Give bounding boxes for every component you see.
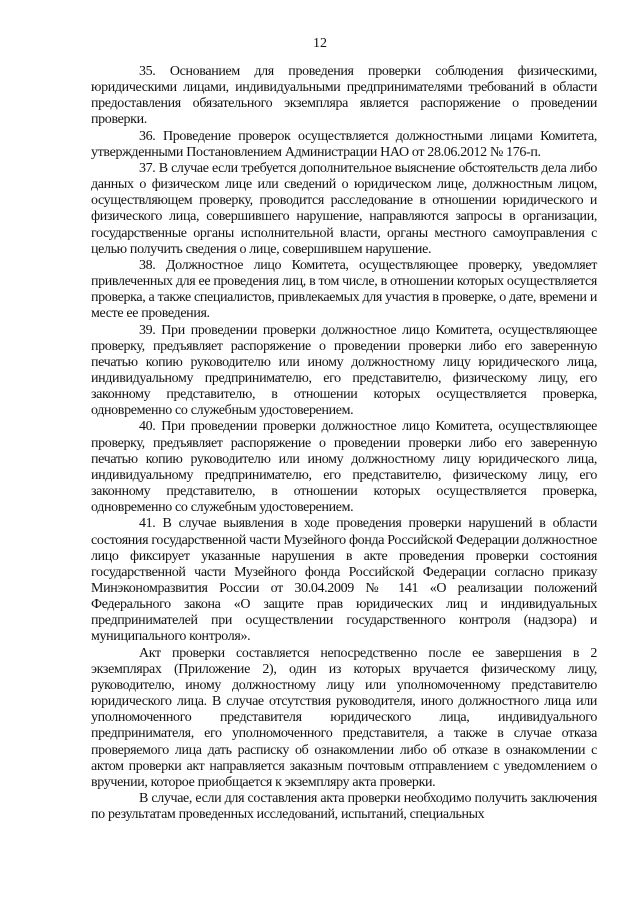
paragraph-40: 40. При проведении проверки должностное лицо Комитета, осуществляющее проверку, предъявляет распоряжение о проведении проверки либо его заверенную печатью копию руководителю или иному должностному лицу юридического лица, индивидуальному предпринимателю, его представителю, физическому лицу, его законному представителю, в отношении которых осуществляется проверка, одновременно со служебным удостоверением. xyxy=(91,419,597,516)
paragraph-38: 38. Должностное лицо Комитета, осуществляющее проверку, уведомляет привлеченных для ее проведения лиц, в том числе, в отношении которых осуществляется проверка, а также специалистов, привлекаемых для участия в проверке, о дате, времени и месте ее проведения. xyxy=(91,257,598,322)
paragraph-39: 39. При проведении проверки должностное лицо Комитета, осуществляющее проверку, предъявляет распоряжение о проведении проверки либо его заверенную печатью копию руководителю или иному должностному лицу юридического лица, индивидуальному предпринимателю, его представителю, физическому лицу, его законному представителю, в отношении которых осуществляется проверка, одновременно со служебным удостоверением. xyxy=(91,322,597,419)
paragraph-36: 36. Проведение проверок осуществляется должностными лицами Комитета, утвержденными Постановлением Администрации НАО от 28.06.2012 № 176-п. xyxy=(91,128,597,160)
paragraph-expert-conclusions: В случае, если для составления акта проверки необходимо получить заключения по результатам проведенных исследований, испытаний, специальных xyxy=(91,791,597,823)
paragraph-41: 41. В случае выявления в ходе проведения проверки нарушений в области состояния государственной части Музейного фонда Российской Федерации должностное лицо фиксирует указанные нарушения в акте проведения проверки состояния государственной части Музейного фонда Российской Федерации согласно приказу Минэкономразвития России от 30.04.2009 № 141 «О реализации положений Федерального закона «О защите прав юридических лиц и индивидуальных предпринимателей при осуществлении государственного контроля (надзора) и муниципального контроля». xyxy=(91,516,597,645)
page-number: 12 xyxy=(313,36,327,51)
paragraph-37: 37. В случае если требуется дополнительное выяснение обстоятельств дела либо данных о физическом лице или сведений о юридическом лице, должностным лицом, осуществляющем проверку, проводится расследование в отношении юридического и физического лица, совершившего нарушение, направляются запросы в организации, государственные органы исполнительной власти, органы местного самоуправления с целью получить сведения о лице, совершившем нарушение. xyxy=(91,160,597,257)
paragraph-inspection-act: Акт проверки составляется непосредственно после ее завершения в 2 экземплярах (Приложение 2), один из которых вручается физическому лицу, руководителю, иному должностному лицу или уполномоченному представителю юридического лица. В случае отсутствия руководителя, иного должностного лица или уполномоченного представителя юридического лица, индивидуального предпринимателя, его уполномоченного представителя, а также в случае отказа проверяемого лица дать расписку об ознакомлении либо об отказе в ознакомлении с актом проверки акт направляется заказным почтовым отправлением с уведомлением о вручении, которое приобщается к экземпляру акта проверки. xyxy=(91,645,597,790)
document-body xyxy=(91,64,597,823)
paragraph-35: 35. Основанием для проведения проверки соблюдения физическими, юридическими лицами, индивидуальными предпринимателями требований в области предоставления обязательного экземпляра является распоряжение о проведении проверки. xyxy=(91,64,597,128)
